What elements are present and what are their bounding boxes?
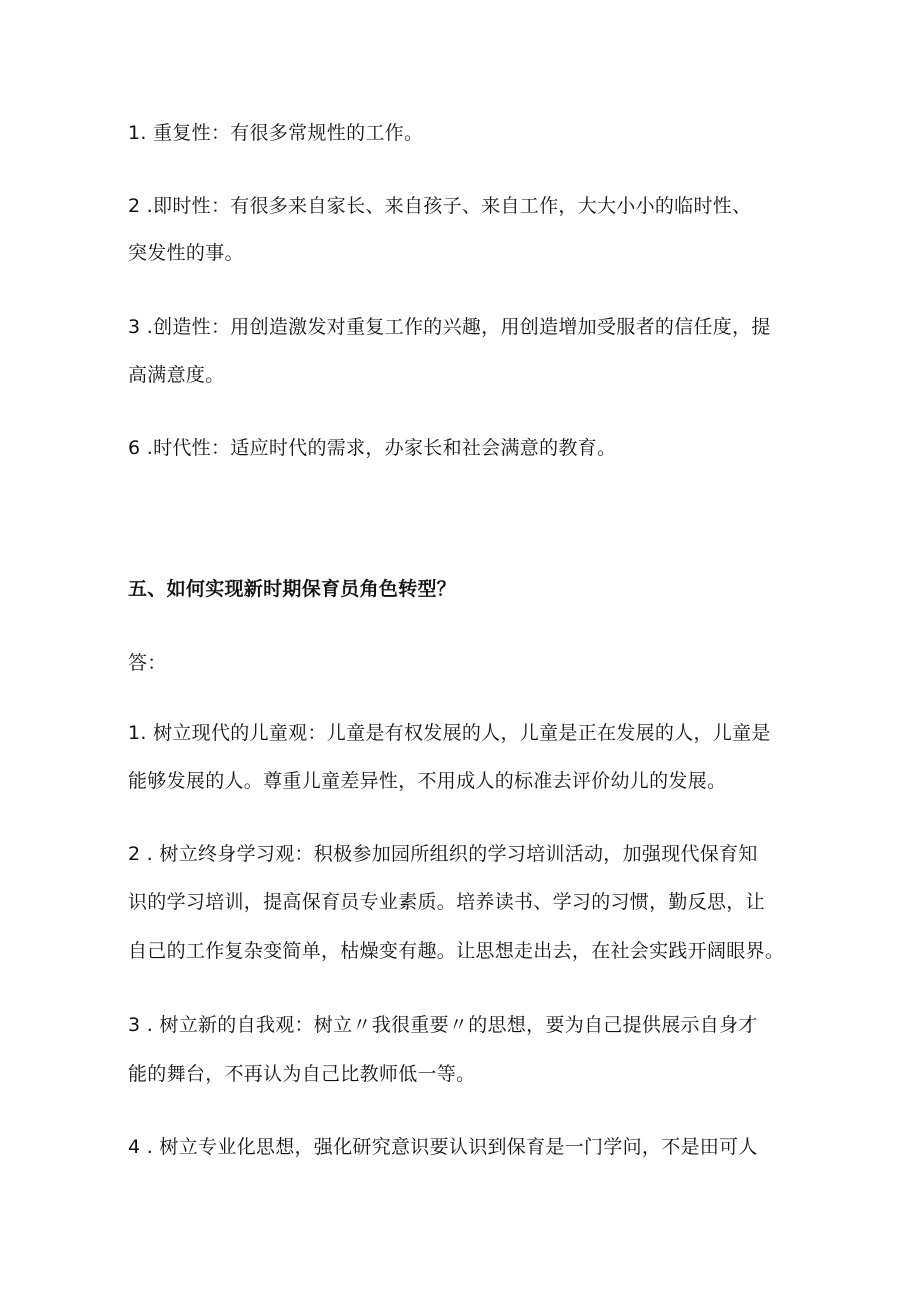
list-item-creativity-continued: 高满意度。 bbox=[128, 364, 225, 386]
list-item-timeliness: 6 .时代性：适应时代的需求，办家长和社会满意的教育。 bbox=[128, 437, 617, 459]
list-item-lifelong-learning: 2 . 树立终身学习观：积极参加园所组织的学习培训活动，加强现代保育知 bbox=[128, 843, 758, 865]
list-item-lifelong-learning-continued-2: 自己的工作复杂变简单，枯燥变有趣。让思想走出去，在社会实践开阔眼界。 bbox=[128, 940, 785, 962]
answer-label: 答： bbox=[128, 652, 167, 674]
list-item-professionalism: 4 . 树立专业化思想，强化研究意识要认识到保育是一门学问，不是田可人 bbox=[128, 1136, 758, 1158]
list-item-self-view-continued: 能的舞台，不再认为自己比教师低一等。 bbox=[128, 1063, 476, 1085]
list-item-immediacy-continued: 突发性的事。 bbox=[128, 242, 244, 264]
list-item-creativity: 3 .创造性：用创造激发对重复工作的兴趣，用创造增加受服者的信任度，提 bbox=[128, 316, 771, 338]
list-item-repetitiveness: 1. 重复性：有很多常规性的工作。 bbox=[128, 122, 424, 144]
list-item-child-view-continued: 能够发展的人。尊重儿童差异性，不用成人的标准去评价幼儿的发展。 bbox=[128, 770, 727, 792]
list-item-child-view: 1. 树立现代的儿童观：儿童是有权发展的人，儿童是正在发展的人，儿童是 bbox=[128, 722, 771, 744]
list-item-immediacy: 2 .即时性：有很多来自家长、来自孩子、来自工作，大大小小的临时性、 bbox=[128, 195, 752, 217]
section-heading: 五、如何实现新时期保育员角色转型？ bbox=[128, 578, 457, 600]
list-item-self-view: 3 . 树立新的自我观：树立〃我很重要〃的思想，要为自己提供展示自身才 bbox=[128, 1014, 758, 1036]
list-item-lifelong-learning-continued-1: 识的学习培训，提高保育员专业素质。培养读书、学习的习惯，勤反思，让 bbox=[128, 891, 765, 913]
